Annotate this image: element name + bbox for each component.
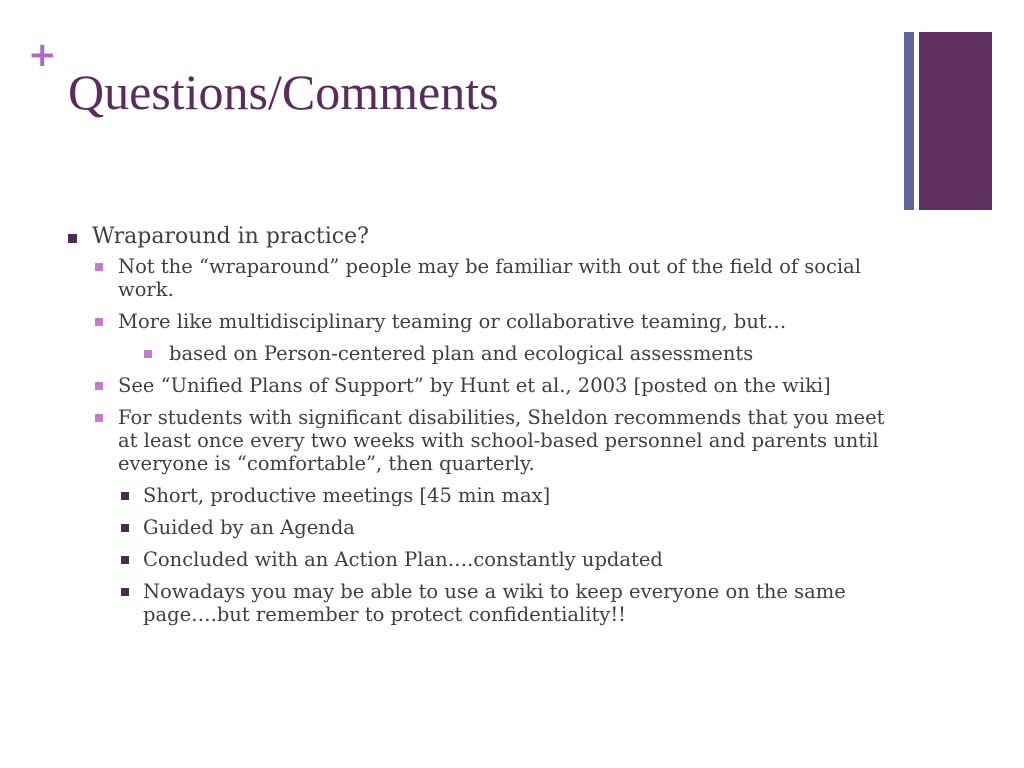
- bullet-item: [118, 484, 898, 507]
- square-bullet-icon: [68, 234, 77, 243]
- bullet-text: Concluded with an Action Plan….constantly updated: [143, 548, 663, 571]
- bullet-item: [92, 406, 898, 475]
- bullet-item: [118, 580, 898, 626]
- square-bullet-icon: [121, 492, 129, 500]
- slide-body: [68, 224, 898, 635]
- bullet-text: Guided by an Agenda: [143, 516, 355, 539]
- bullet-item: [118, 548, 898, 571]
- square-bullet-icon: [121, 588, 129, 596]
- bullet-text: Wraparound in practice?: [92, 224, 369, 249]
- bullet-item: [144, 342, 898, 365]
- bullet-text: based on Person-centered plan and ecological assessments: [169, 342, 754, 365]
- square-bullet-icon: [95, 263, 103, 271]
- square-bullet-icon: [95, 382, 103, 390]
- bullet-item: [92, 310, 898, 333]
- bullet-text: Short, productive meetings [45 min max]: [143, 484, 551, 507]
- slide-title: Questions/Comments: [68, 64, 499, 120]
- decorative-bar-thin: [904, 32, 914, 210]
- bullet-item: [92, 374, 898, 397]
- bullet-text: More like multidisciplinary teaming or collaborative teaming, but…: [118, 310, 787, 333]
- bullet-item: [68, 224, 898, 250]
- bullet-item: [118, 516, 898, 539]
- square-bullet-icon: [95, 318, 103, 326]
- square-bullet-icon: [121, 524, 129, 532]
- plus-icon: +: [28, 35, 57, 75]
- square-bullet-icon: [144, 350, 152, 358]
- bullet-item: [92, 255, 898, 301]
- square-bullet-icon: [95, 414, 103, 422]
- square-bullet-icon: [121, 556, 129, 564]
- decorative-bar-thick: [919, 32, 992, 210]
- bullet-text: Not the “wraparound” people may be familiar with out of the field of social work.: [118, 255, 862, 301]
- bullet-text: See “Unified Plans of Support” by Hunt et al., 2003 [posted on the wiki]: [118, 374, 831, 397]
- bullet-text: Nowadays you may be able to use a wiki to keep everyone on the same page….but remember to protect confidentiality!!: [143, 580, 846, 626]
- bullet-text: For students with significant disabilities, Sheldon recommends that you meet at least once every two weeks with school-based personnel and parents until everyone is “comfortable”, then quarterly.: [118, 406, 885, 475]
